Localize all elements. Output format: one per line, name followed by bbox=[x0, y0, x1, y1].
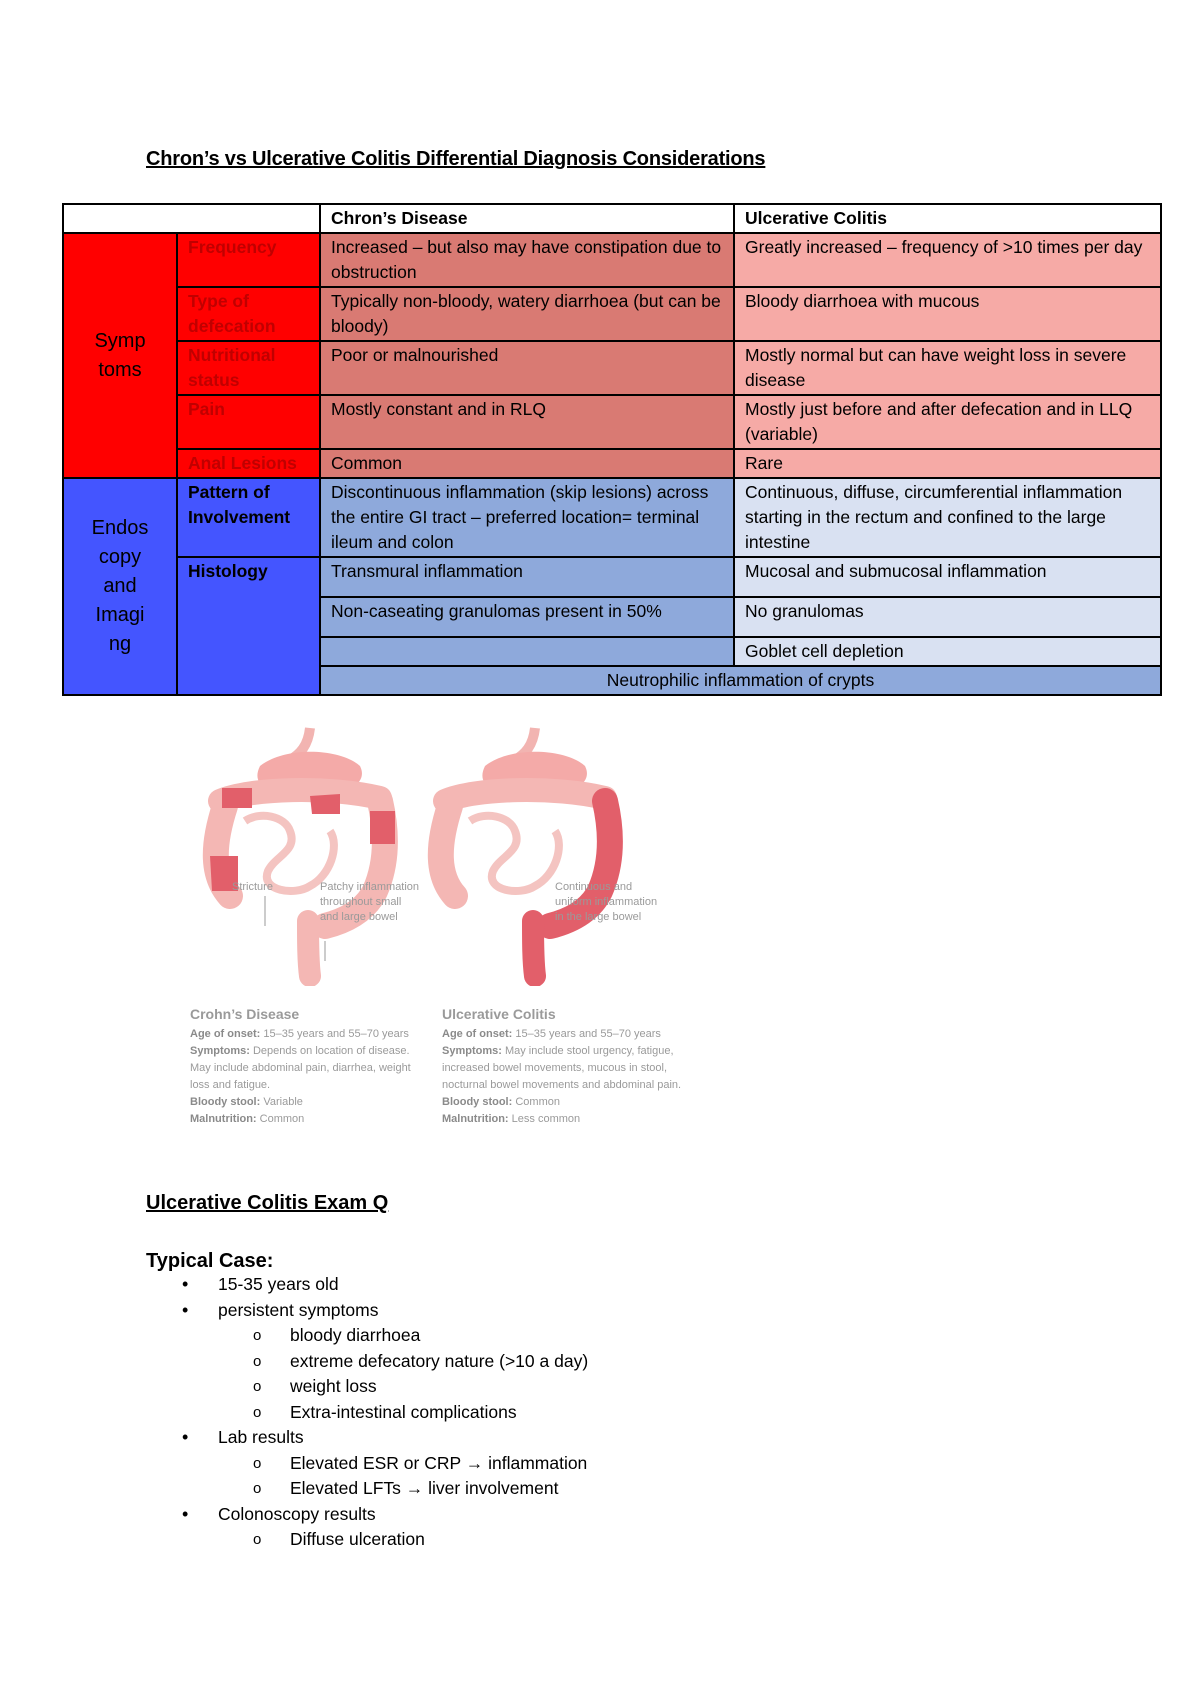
crohns-cell: Non-caseating granulomas present in 50% bbox=[320, 597, 734, 637]
header-uc: Ulcerative Colitis bbox=[734, 204, 1161, 233]
list-item: • 15-35 years old bbox=[146, 1272, 588, 1298]
figure-crohns-details: Age of onset: 15–35 years and 55–70 years Symptoms: Depends on location of disease. May include abdominal pain, diarrhea, weight loss and fatigue. Bloody stool: Variable Malnutrition: Common bbox=[190, 1028, 411, 1125]
row-label: Pain bbox=[177, 395, 320, 449]
endoscopy-group-label: Endos copy and Imagi ng bbox=[63, 478, 177, 695]
anatomy-figure bbox=[190, 726, 720, 1136]
header-blank-cell bbox=[63, 204, 320, 233]
table-row bbox=[63, 478, 1161, 557]
table-row bbox=[63, 395, 1161, 449]
table-row bbox=[63, 341, 1161, 395]
differential-diagnosis-table bbox=[62, 203, 1162, 696]
crohns-cell: Mostly constant and in RLQ bbox=[320, 395, 734, 449]
list-item: o Diffuse ulceration bbox=[218, 1527, 588, 1553]
typical-case-heading: Typical Case: bbox=[146, 1250, 274, 1272]
uc-cell: Rare bbox=[734, 449, 1161, 478]
list-item: • Colonoscopy results o Diffuse ulceration bbox=[146, 1502, 588, 1553]
figure-uc-heading: Ulcerative Colitis bbox=[442, 1006, 556, 1022]
crohns-cell: Common bbox=[320, 449, 734, 478]
shared-cell: Neutrophilic inflammation of crypts bbox=[320, 666, 1161, 695]
uc-cell: Greatly increased – frequency of >10 times per day bbox=[734, 233, 1161, 287]
patchy-callout: Patchy inflammation throughout small and large bowel bbox=[320, 881, 420, 923]
uc-cell: Mucosal and submucosal inflammation bbox=[734, 557, 1161, 597]
row-label: Frequency bbox=[177, 233, 320, 287]
uc-cell: Mostly just before and after defecation and in LLQ (variable) bbox=[734, 395, 1161, 449]
uc-cell: Goblet cell depletion bbox=[734, 637, 1161, 666]
table-row bbox=[63, 557, 1161, 597]
uc-cell: Continuous, diffuse, circumferential inflammation starting in the rectum and confined to the large intestine bbox=[734, 478, 1161, 557]
crohns-cell: Typically non-bloody, watery diarrhoea (but can be bloody) bbox=[320, 287, 734, 341]
crohns-cell bbox=[320, 637, 734, 666]
bowel-illustration bbox=[190, 726, 720, 986]
row-label: Pattern of Involvement bbox=[177, 478, 320, 557]
uc-cell: Mostly normal but can have weight loss in severe disease bbox=[734, 341, 1161, 395]
uc-cell: Bloody diarrhoea with mucous bbox=[734, 287, 1161, 341]
row-label: Type of defecation bbox=[177, 287, 320, 341]
crohns-cell: Transmural inflammation bbox=[320, 557, 734, 597]
uc-cell: No granulomas bbox=[734, 597, 1161, 637]
list-item: • persistent symptoms o bloody diarrhoea o extreme defecatory nature (>10 a day) o weight loss o Extra-intestinal complications bbox=[146, 1298, 588, 1426]
crohns-bowel-drawing bbox=[210, 728, 395, 976]
table-row bbox=[63, 449, 1161, 478]
page-title: Chron’s vs Ulcerative Colitis Differential Diagnosis Considerations bbox=[146, 148, 766, 170]
crohns-cell: Poor or malnourished bbox=[320, 341, 734, 395]
figure-uc-details: Age of onset: 15–35 years and 55–70 years Symptoms: May include stool urgency, fatigue, increased bowel movements, mucous in stool, nocturnal bowel movements and abdominal pain. Bloody stool: Common Malnutrition: Less common bbox=[442, 1028, 682, 1125]
table-row bbox=[63, 287, 1161, 341]
crohns-cell: Discontinuous inflammation (skip lesions) across the entire GI tract – preferred location= terminal ileum and colon bbox=[320, 478, 734, 557]
stricture-callout: Stricture bbox=[232, 881, 273, 893]
row-label: Histology bbox=[177, 557, 320, 695]
row-label: Anal Lesions bbox=[177, 449, 320, 478]
list-item: o extreme defecatory nature (>10 a day) bbox=[218, 1349, 588, 1375]
row-label: Nutritional status bbox=[177, 341, 320, 395]
list-item: o Extra-intestinal complications bbox=[218, 1400, 588, 1426]
list-item: o Elevated ESR or CRP → inflammation bbox=[218, 1451, 588, 1477]
header-crohns: Chron’s Disease bbox=[320, 204, 734, 233]
exam-heading: Ulcerative Colitis Exam Q bbox=[146, 1192, 389, 1214]
list-item: o weight loss bbox=[218, 1374, 588, 1400]
figure-crohns-heading: Crohn’s Disease bbox=[190, 1006, 300, 1022]
list-item: o bloody diarrhoea bbox=[218, 1323, 588, 1349]
symptoms-group-label: Symp toms bbox=[63, 233, 177, 478]
typical-case-list bbox=[146, 1272, 588, 1553]
list-item: o Elevated LFTs → liver involvement bbox=[218, 1476, 588, 1502]
uc-bowel-drawing bbox=[441, 728, 610, 976]
list-item: • Lab results o Elevated ESR or CRP → inflammation o Elevated LFTs → liver involvement bbox=[146, 1425, 588, 1502]
uc-callout: Continuous and uniform inflammation in the large bowel bbox=[555, 881, 658, 923]
crohns-cell: Increased – but also may have constipation due to obstruction bbox=[320, 233, 734, 287]
table-row bbox=[63, 233, 1161, 287]
table-header-row bbox=[63, 204, 1161, 233]
